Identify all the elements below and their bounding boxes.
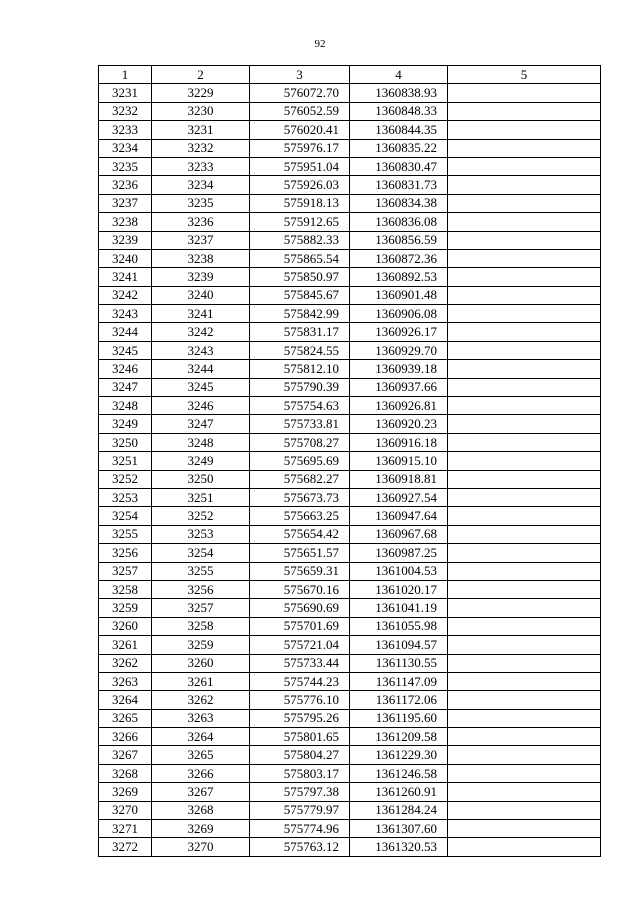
- y-coordinate-cell: 1361284.24: [350, 801, 448, 819]
- y-coordinate-cell: 1360937.66: [350, 378, 448, 396]
- previous-point-number-cell: 3261: [152, 672, 250, 690]
- previous-point-number-cell: 3240: [152, 286, 250, 304]
- table-row: [99, 213, 601, 231]
- point-number-cell: 3264: [99, 691, 152, 709]
- table-row: [99, 102, 601, 120]
- point-number-cell: 3271: [99, 820, 152, 838]
- y-coordinate-cell: 1361055.98: [350, 617, 448, 635]
- table-row: [99, 654, 601, 672]
- note-cell: [448, 544, 601, 562]
- table-row: [99, 801, 601, 819]
- table-row: [99, 305, 601, 323]
- y-coordinate-cell: 1361246.58: [350, 764, 448, 782]
- note-cell: [448, 84, 601, 102]
- x-coordinate-cell: 575850.97: [250, 268, 350, 286]
- table-row: [99, 157, 601, 175]
- previous-point-number-cell: 3250: [152, 470, 250, 488]
- previous-point-number-cell: 3267: [152, 783, 250, 801]
- x-coordinate-cell: 575926.03: [250, 176, 350, 194]
- point-number-cell: 3257: [99, 562, 152, 580]
- previous-point-number-cell: 3242: [152, 323, 250, 341]
- point-number-cell: 3251: [99, 452, 152, 470]
- point-number-cell: 3262: [99, 654, 152, 672]
- note-cell: [448, 801, 601, 819]
- x-coordinate-cell: 575774.96: [250, 820, 350, 838]
- table-row: [99, 397, 601, 415]
- previous-point-number-cell: 3232: [152, 139, 250, 157]
- point-number-cell: 3269: [99, 783, 152, 801]
- point-number-cell: 3244: [99, 323, 152, 341]
- table-row: [99, 470, 601, 488]
- column-header-4: 4: [350, 66, 448, 84]
- point-number-cell: 3239: [99, 231, 152, 249]
- note-cell: [448, 249, 601, 267]
- column-header-2: 2: [152, 66, 250, 84]
- y-coordinate-cell: 1360872.36: [350, 249, 448, 267]
- x-coordinate-cell: 575951.04: [250, 157, 350, 175]
- y-coordinate-cell: 1360926.81: [350, 397, 448, 415]
- previous-point-number-cell: 3238: [152, 249, 250, 267]
- x-coordinate-cell: 575842.99: [250, 305, 350, 323]
- previous-point-number-cell: 3270: [152, 838, 250, 856]
- x-coordinate-cell: 575831.17: [250, 323, 350, 341]
- x-coordinate-cell: 575659.31: [250, 562, 350, 580]
- y-coordinate-cell: 1360987.25: [350, 544, 448, 562]
- point-number-cell: 3265: [99, 709, 152, 727]
- table-row: [99, 728, 601, 746]
- table-row: [99, 139, 601, 157]
- y-coordinate-cell: 1360918.81: [350, 470, 448, 488]
- table-row: [99, 544, 601, 562]
- point-number-cell: 3233: [99, 121, 152, 139]
- previous-point-number-cell: 3234: [152, 176, 250, 194]
- note-cell: [448, 415, 601, 433]
- y-coordinate-cell: 1360830.47: [350, 157, 448, 175]
- previous-point-number-cell: 3263: [152, 709, 250, 727]
- point-number-cell: 3240: [99, 249, 152, 267]
- x-coordinate-cell: 575976.17: [250, 139, 350, 157]
- table-row: [99, 323, 601, 341]
- previous-point-number-cell: 3241: [152, 305, 250, 323]
- previous-point-number-cell: 3253: [152, 525, 250, 543]
- x-coordinate-cell: 575804.27: [250, 746, 350, 764]
- table-row: [99, 176, 601, 194]
- point-number-cell: 3235: [99, 157, 152, 175]
- previous-point-number-cell: 3265: [152, 746, 250, 764]
- previous-point-number-cell: 3236: [152, 213, 250, 231]
- previous-point-number-cell: 3256: [152, 580, 250, 598]
- table-row: [99, 507, 601, 525]
- x-coordinate-cell: 575797.38: [250, 783, 350, 801]
- note-cell: [448, 360, 601, 378]
- previous-point-number-cell: 3244: [152, 360, 250, 378]
- table-row: [99, 709, 601, 727]
- note-cell: [448, 580, 601, 598]
- column-header-3: 3: [250, 66, 350, 84]
- y-coordinate-cell: 1361041.19: [350, 599, 448, 617]
- point-number-cell: 3247: [99, 378, 152, 396]
- y-coordinate-cell: 1361172.06: [350, 691, 448, 709]
- x-coordinate-cell: 575803.17: [250, 764, 350, 782]
- table-row: [99, 691, 601, 709]
- point-number-cell: 3255: [99, 525, 152, 543]
- table-row: [99, 820, 601, 838]
- x-coordinate-cell: 575912.65: [250, 213, 350, 231]
- x-coordinate-cell: 575682.27: [250, 470, 350, 488]
- previous-point-number-cell: 3235: [152, 194, 250, 212]
- y-coordinate-cell: 1360856.59: [350, 231, 448, 249]
- coordinates-table: [98, 65, 601, 857]
- y-coordinate-cell: 1360929.70: [350, 341, 448, 359]
- table-row: [99, 378, 601, 396]
- x-coordinate-cell: 575763.12: [250, 838, 350, 856]
- previous-point-number-cell: 3258: [152, 617, 250, 635]
- table-row: [99, 783, 601, 801]
- table-row: [99, 838, 601, 856]
- x-coordinate-cell: 575865.54: [250, 249, 350, 267]
- point-number-cell: 3261: [99, 636, 152, 654]
- x-coordinate-cell: 575824.55: [250, 341, 350, 359]
- table-row: [99, 562, 601, 580]
- previous-point-number-cell: 3251: [152, 488, 250, 506]
- previous-point-number-cell: 3245: [152, 378, 250, 396]
- note-cell: [448, 378, 601, 396]
- x-coordinate-cell: 575790.39: [250, 378, 350, 396]
- y-coordinate-cell: 1360844.35: [350, 121, 448, 139]
- previous-point-number-cell: 3239: [152, 268, 250, 286]
- previous-point-number-cell: 3257: [152, 599, 250, 617]
- y-coordinate-cell: 1360906.08: [350, 305, 448, 323]
- table-row: [99, 286, 601, 304]
- x-coordinate-cell: 575708.27: [250, 433, 350, 451]
- x-coordinate-cell: 575776.10: [250, 691, 350, 709]
- note-cell: [448, 268, 601, 286]
- x-coordinate-cell: 575695.69: [250, 452, 350, 470]
- y-coordinate-cell: 1361209.58: [350, 728, 448, 746]
- previous-point-number-cell: 3233: [152, 157, 250, 175]
- column-header-5: 5: [448, 66, 601, 84]
- note-cell: [448, 488, 601, 506]
- y-coordinate-cell: 1361320.53: [350, 838, 448, 856]
- point-number-cell: 3253: [99, 488, 152, 506]
- point-number-cell: 3238: [99, 213, 152, 231]
- point-number-cell: 3246: [99, 360, 152, 378]
- y-coordinate-cell: 1360892.53: [350, 268, 448, 286]
- x-coordinate-cell: 575654.42: [250, 525, 350, 543]
- previous-point-number-cell: 3264: [152, 728, 250, 746]
- y-coordinate-cell: 1360916.18: [350, 433, 448, 451]
- x-coordinate-cell: 575744.23: [250, 672, 350, 690]
- point-number-cell: 3266: [99, 728, 152, 746]
- y-coordinate-cell: 1360838.93: [350, 84, 448, 102]
- note-cell: [448, 728, 601, 746]
- note-cell: [448, 764, 601, 782]
- x-coordinate-cell: 575795.26: [250, 709, 350, 727]
- point-number-cell: 3254: [99, 507, 152, 525]
- previous-point-number-cell: 3266: [152, 764, 250, 782]
- note-cell: [448, 838, 601, 856]
- table-row: [99, 121, 601, 139]
- table-row: [99, 764, 601, 782]
- table-row: [99, 452, 601, 470]
- y-coordinate-cell: 1360831.73: [350, 176, 448, 194]
- previous-point-number-cell: 3255: [152, 562, 250, 580]
- note-cell: [448, 176, 601, 194]
- note-cell: [448, 672, 601, 690]
- y-coordinate-cell: 1361229.30: [350, 746, 448, 764]
- table-row: [99, 231, 601, 249]
- point-number-cell: 3236: [99, 176, 152, 194]
- note-cell: [448, 820, 601, 838]
- column-header-1: 1: [99, 66, 152, 84]
- point-number-cell: 3249: [99, 415, 152, 433]
- y-coordinate-cell: 1361130.55: [350, 654, 448, 672]
- x-coordinate-cell: 575733.81: [250, 415, 350, 433]
- note-cell: [448, 341, 601, 359]
- previous-point-number-cell: 3229: [152, 84, 250, 102]
- point-number-cell: 3267: [99, 746, 152, 764]
- note-cell: [448, 654, 601, 672]
- table-row: [99, 672, 601, 690]
- previous-point-number-cell: 3262: [152, 691, 250, 709]
- table-row: [99, 194, 601, 212]
- point-number-cell: 3250: [99, 433, 152, 451]
- point-number-cell: 3243: [99, 305, 152, 323]
- x-coordinate-cell: 575845.67: [250, 286, 350, 304]
- x-coordinate-cell: 575690.69: [250, 599, 350, 617]
- note-cell: [448, 213, 601, 231]
- y-coordinate-cell: 1360926.17: [350, 323, 448, 341]
- header-row: [99, 66, 601, 84]
- table-row: [99, 341, 601, 359]
- x-coordinate-cell: 575882.33: [250, 231, 350, 249]
- point-number-cell: 3263: [99, 672, 152, 690]
- note-cell: [448, 305, 601, 323]
- previous-point-number-cell: 3243: [152, 341, 250, 359]
- previous-point-number-cell: 3247: [152, 415, 250, 433]
- note-cell: [448, 433, 601, 451]
- previous-point-number-cell: 3254: [152, 544, 250, 562]
- y-coordinate-cell: 1360835.22: [350, 139, 448, 157]
- previous-point-number-cell: 3268: [152, 801, 250, 819]
- table-row: [99, 433, 601, 451]
- point-number-cell: 3245: [99, 341, 152, 359]
- note-cell: [448, 157, 601, 175]
- x-coordinate-cell: 575673.73: [250, 488, 350, 506]
- note-cell: [448, 599, 601, 617]
- y-coordinate-cell: 1361195.60: [350, 709, 448, 727]
- point-number-cell: 3252: [99, 470, 152, 488]
- previous-point-number-cell: 3237: [152, 231, 250, 249]
- table-row: [99, 525, 601, 543]
- x-coordinate-cell: 576072.70: [250, 84, 350, 102]
- table-body: [99, 84, 601, 856]
- point-number-cell: 3237: [99, 194, 152, 212]
- table-row: [99, 415, 601, 433]
- point-number-cell: 3248: [99, 397, 152, 415]
- note-cell: [448, 102, 601, 120]
- x-coordinate-cell: 575801.65: [250, 728, 350, 746]
- previous-point-number-cell: 3259: [152, 636, 250, 654]
- y-coordinate-cell: 1361094.57: [350, 636, 448, 654]
- table-row: [99, 84, 601, 102]
- note-cell: [448, 636, 601, 654]
- x-coordinate-cell: 575670.16: [250, 580, 350, 598]
- point-number-cell: 3231: [99, 84, 152, 102]
- note-cell: [448, 194, 601, 212]
- note-cell: [448, 231, 601, 249]
- table-header: [99, 66, 601, 84]
- note-cell: [448, 139, 601, 157]
- note-cell: [448, 121, 601, 139]
- y-coordinate-cell: 1361020.17: [350, 580, 448, 598]
- y-coordinate-cell: 1360834.38: [350, 194, 448, 212]
- y-coordinate-cell: 1360901.48: [350, 286, 448, 304]
- note-cell: [448, 507, 601, 525]
- x-coordinate-cell: 575701.69: [250, 617, 350, 635]
- point-number-cell: 3260: [99, 617, 152, 635]
- previous-point-number-cell: 3248: [152, 433, 250, 451]
- y-coordinate-cell: 1360939.18: [350, 360, 448, 378]
- note-cell: [448, 783, 601, 801]
- previous-point-number-cell: 3246: [152, 397, 250, 415]
- y-coordinate-cell: 1360927.54: [350, 488, 448, 506]
- x-coordinate-cell: 575663.25: [250, 507, 350, 525]
- table-row: [99, 249, 601, 267]
- y-coordinate-cell: 1360915.10: [350, 452, 448, 470]
- table-row: [99, 580, 601, 598]
- y-coordinate-cell: 1360947.64: [350, 507, 448, 525]
- x-coordinate-cell: 575754.63: [250, 397, 350, 415]
- previous-point-number-cell: 3252: [152, 507, 250, 525]
- note-cell: [448, 397, 601, 415]
- note-cell: [448, 525, 601, 543]
- previous-point-number-cell: 3230: [152, 102, 250, 120]
- y-coordinate-cell: 1360836.08: [350, 213, 448, 231]
- point-number-cell: 3241: [99, 268, 152, 286]
- previous-point-number-cell: 3269: [152, 820, 250, 838]
- y-coordinate-cell: 1360920.23: [350, 415, 448, 433]
- table-row: [99, 746, 601, 764]
- x-coordinate-cell: 575812.10: [250, 360, 350, 378]
- y-coordinate-cell: 1361004.53: [350, 562, 448, 580]
- previous-point-number-cell: 3260: [152, 654, 250, 672]
- x-coordinate-cell: 575779.97: [250, 801, 350, 819]
- note-cell: [448, 470, 601, 488]
- table-row: [99, 360, 601, 378]
- table-row: [99, 268, 601, 286]
- point-number-cell: 3272: [99, 838, 152, 856]
- point-number-cell: 3256: [99, 544, 152, 562]
- point-number-cell: 3234: [99, 139, 152, 157]
- x-coordinate-cell: 575721.04: [250, 636, 350, 654]
- y-coordinate-cell: 1361147.09: [350, 672, 448, 690]
- page-number: 92: [314, 38, 326, 50]
- point-number-cell: 3232: [99, 102, 152, 120]
- point-number-cell: 3270: [99, 801, 152, 819]
- note-cell: [448, 691, 601, 709]
- x-coordinate-cell: 575651.57: [250, 544, 350, 562]
- note-cell: [448, 709, 601, 727]
- note-cell: [448, 617, 601, 635]
- previous-point-number-cell: 3231: [152, 121, 250, 139]
- note-cell: [448, 286, 601, 304]
- point-number-cell: 3268: [99, 764, 152, 782]
- table-row: [99, 617, 601, 635]
- x-coordinate-cell: 575918.13: [250, 194, 350, 212]
- table-row: [99, 636, 601, 654]
- table-row: [99, 599, 601, 617]
- note-cell: [448, 746, 601, 764]
- x-coordinate-cell: 575733.44: [250, 654, 350, 672]
- point-number-cell: 3259: [99, 599, 152, 617]
- point-number-cell: 3258: [99, 580, 152, 598]
- table-row: [99, 488, 601, 506]
- previous-point-number-cell: 3249: [152, 452, 250, 470]
- y-coordinate-cell: 1360848.33: [350, 102, 448, 120]
- x-coordinate-cell: 576052.59: [250, 102, 350, 120]
- note-cell: [448, 562, 601, 580]
- y-coordinate-cell: 1361260.91: [350, 783, 448, 801]
- y-coordinate-cell: 1361307.60: [350, 820, 448, 838]
- x-coordinate-cell: 576020.41: [250, 121, 350, 139]
- note-cell: [448, 323, 601, 341]
- note-cell: [448, 452, 601, 470]
- point-number-cell: 3242: [99, 286, 152, 304]
- y-coordinate-cell: 1360967.68: [350, 525, 448, 543]
